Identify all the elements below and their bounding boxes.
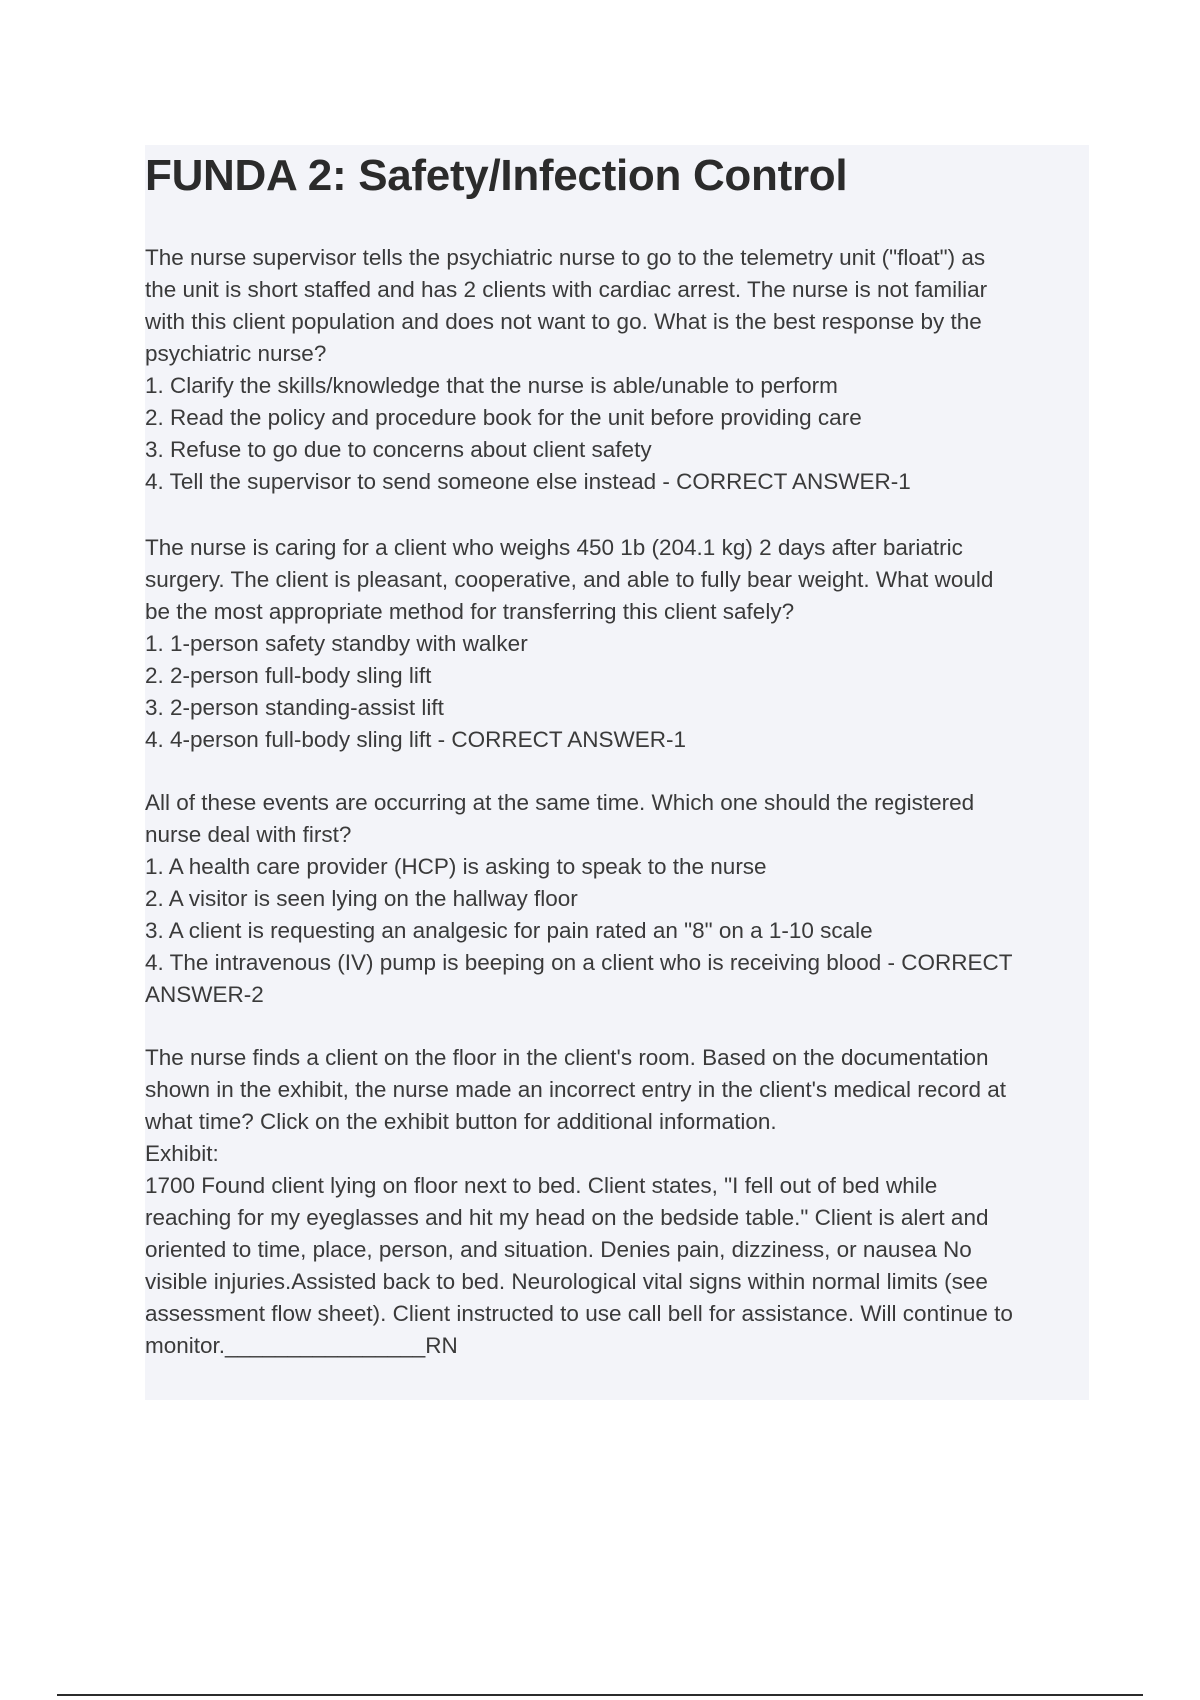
question-stem-line: what time? Click on the exhibit button for additional information.	[145, 1109, 777, 1134]
answer-option: 4. The intravenous (IV) pump is beeping on a client who is receiving blood - CORRECT	[145, 950, 1013, 975]
question-stem-line: the unit is short staffed and has 2 clients with cardiac arrest. The nurse is not familiar	[145, 277, 988, 302]
question-stem-line: be the most appropriate method for transferring this client safely?	[145, 599, 795, 624]
question-stem-line: The nurse is caring for a client who weighs 450 1b (204.1 kg) 2 days after bariatric	[145, 535, 963, 560]
answer-option: 3. A client is requesting an analgesic for pain rated an "8" on a 1-10 scale	[145, 918, 873, 943]
answer-option: 1. A health care provider (HCP) is asking to speak to the nurse	[145, 854, 767, 879]
exhibit-text-line: assessment flow sheet). Client instructed to use call bell for assistance. Will continue to	[145, 1301, 1013, 1326]
answer-option: ANSWER-2	[145, 982, 264, 1007]
document-content-block	[145, 145, 1089, 1400]
exhibit-text-line: visible injuries.Assisted back to bed. Neurological vital signs within normal limits (see	[145, 1269, 988, 1294]
exhibit-text-line: reaching for my eyeglasses and hit my head on the bedside table." Client is alert and	[145, 1205, 989, 1230]
question-stem-line: surgery. The client is pleasant, cooperative, and able to fully bear weight. What would	[145, 567, 994, 592]
question-3	[145, 787, 1085, 1011]
footer-divider	[57, 1694, 1143, 1696]
question-4	[145, 1042, 1085, 1362]
answer-option: 1. 1-person safety standby with walker	[145, 631, 528, 656]
answer-option: 3. Refuse to go due to concerns about client safety	[145, 437, 652, 462]
answer-option: 4. 4-person full-body sling lift - CORRECT ANSWER-1	[145, 727, 686, 752]
question-stem-line: shown in the exhibit, the nurse made an incorrect entry in the client's medical record at	[145, 1077, 1006, 1102]
exhibit-text-line: monitor.________________RN	[145, 1333, 458, 1358]
answer-option: 2. 2-person full-body sling lift	[145, 663, 432, 688]
question-1	[145, 242, 1085, 498]
question-stem-line: nurse deal with first?	[145, 822, 352, 847]
question-stem-line: with this client population and does not want to go. What is the best response by the	[145, 309, 982, 334]
question-stem-line: The nurse supervisor tells the psychiatric nurse to go to the telemetry unit ("float") as	[145, 245, 986, 270]
answer-option: 1. Clarify the skills/knowledge that the nurse is able/unable to perform	[145, 373, 838, 398]
exhibit-text-line: oriented to time, place, person, and situation. Denies pain, dizziness, or nausea No	[145, 1237, 972, 1262]
question-stem-line: The nurse finds a client on the floor in the client's room. Based on the documentation	[145, 1045, 989, 1070]
question-2	[145, 532, 1085, 756]
answer-option: 2. Read the policy and procedure book for the unit before providing care	[145, 405, 862, 430]
exhibit-text-line: 1700 Found client lying on floor next to bed. Client states, "I fell out of bed while	[145, 1173, 938, 1198]
exhibit-label: Exhibit:	[145, 1141, 219, 1166]
question-stem-line: psychiatric nurse?	[145, 341, 327, 366]
answer-option: 4. Tell the supervisor to send someone else instead - CORRECT ANSWER-1	[145, 469, 911, 494]
answer-option: 2. A visitor is seen lying on the hallway floor	[145, 886, 578, 911]
page-title: FUNDA 2: Safety/Infection Control	[145, 151, 848, 200]
answer-option: 3. 2-person standing-assist lift	[145, 695, 444, 720]
question-stem-line: All of these events are occurring at the same time. Which one should the registered	[145, 790, 975, 815]
